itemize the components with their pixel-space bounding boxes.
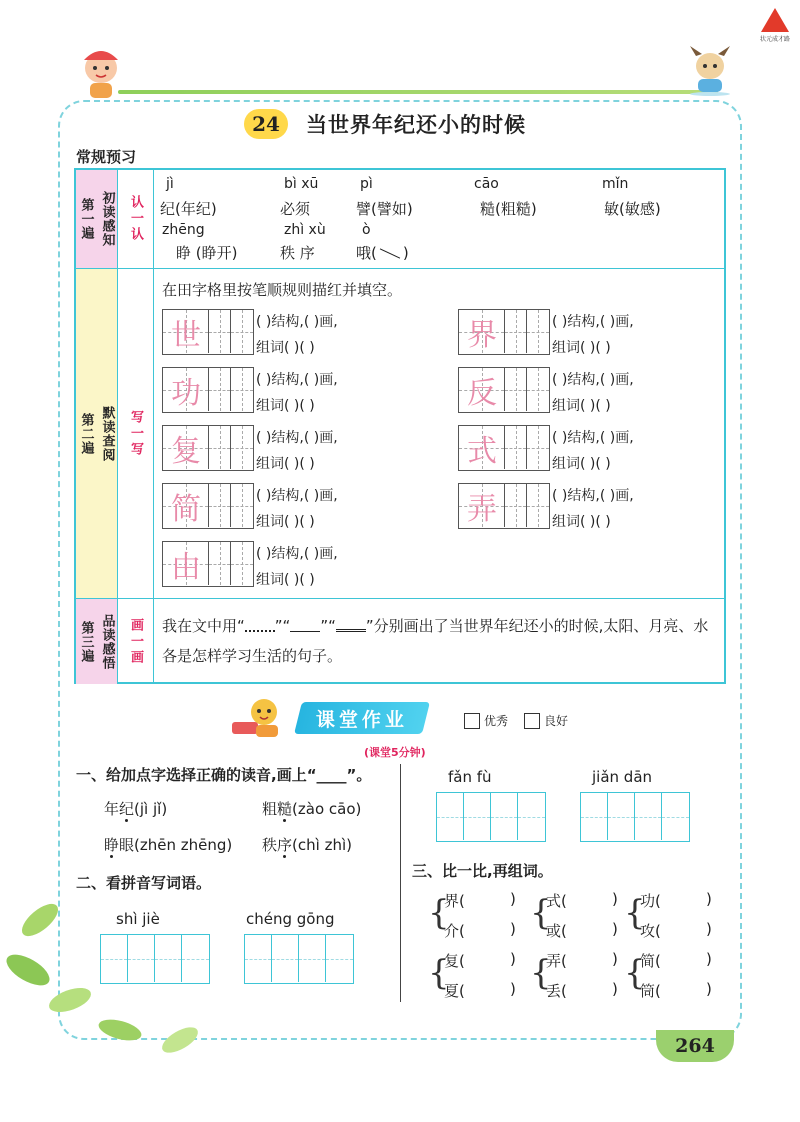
compare-blank-close[interactable]: ) <box>510 950 516 968</box>
tracing-grid[interactable] <box>458 309 550 355</box>
brace-icon: { <box>428 953 450 993</box>
grid-cell[interactable] <box>437 793 464 840</box>
compare-char: 简( <box>640 952 661 970</box>
compare-char: 攻( <box>640 922 661 940</box>
tracing-cell[interactable] <box>231 484 253 527</box>
row2-instruction: 在田字格里按笔顺规则描红并填空。 <box>162 281 403 299</box>
word-blank[interactable]: 组词( )( ) <box>256 456 315 472</box>
compare-blank-close[interactable]: ) <box>612 920 618 938</box>
answer-grid-chenggong[interactable] <box>244 934 354 984</box>
row3-action: 画一画 <box>128 617 143 666</box>
tracing-cell[interactable] <box>209 368 231 411</box>
row2-label-sub: 默读查阅 <box>99 405 115 462</box>
q2-pinyin-chenggong: chéng gōng <box>246 910 335 928</box>
grid-cell[interactable] <box>491 793 518 840</box>
compare-blank-close[interactable]: ) <box>706 980 712 998</box>
brand-triangle-icon <box>761 8 789 32</box>
grade-excellent-checkbox[interactable] <box>464 713 480 729</box>
row2-action: 写一写 <box>128 409 143 458</box>
tracing-cell[interactable] <box>527 310 549 353</box>
tracing-cell[interactable] <box>505 426 527 469</box>
grid-cell[interactable] <box>518 793 545 840</box>
structure-stroke-blank[interactable]: ( )结构,( )画, <box>552 372 634 388</box>
answer-grid-fanfu[interactable] <box>436 792 546 842</box>
question-2-title: 二、看拼音写词语。 <box>76 874 212 892</box>
compare-blank-close[interactable]: ) <box>706 920 712 938</box>
compare-char: 界( <box>444 892 465 910</box>
tracing-cell[interactable] <box>527 368 549 411</box>
row1-label-main: 第一遍 <box>78 198 94 240</box>
row3-label-sub: 品读感悟 <box>99 613 115 670</box>
compare-blank-close[interactable]: ) <box>612 890 618 908</box>
word-o-after: ) <box>402 244 409 262</box>
q1-item-1 <box>104 798 167 819</box>
word-blank[interactable]: 组词( )( ) <box>552 340 611 356</box>
grid-cell[interactable] <box>464 793 491 840</box>
grid-cell[interactable] <box>662 793 689 840</box>
tracing-cell[interactable] <box>163 368 209 411</box>
mascot-left-icon <box>76 46 126 102</box>
row1-action-cell <box>118 170 154 268</box>
tracing-grid[interactable] <box>458 483 550 529</box>
pinyin-pi: pì <box>360 176 373 192</box>
q1-item-1-options: (jì jǐ) <box>134 800 168 818</box>
leaves-decoration-icon <box>0 880 240 1060</box>
q1-item-2-options: (zào cāo) <box>292 800 362 818</box>
pinyin-ji: jì <box>166 176 174 192</box>
grid-cell[interactable] <box>299 935 326 982</box>
structure-stroke-blank[interactable]: ( )结构,( )画, <box>256 488 338 504</box>
header-rule <box>118 90 718 94</box>
classwork-banner-text: 课堂作业 <box>315 708 408 731</box>
compare-blank-close[interactable]: ) <box>510 890 516 908</box>
q1-item-3-options: (zhēn zhēng) <box>134 836 233 854</box>
tracing-cell[interactable] <box>459 368 505 411</box>
row3-action-cell <box>118 599 154 684</box>
word-o-before: 哦( <box>356 244 377 262</box>
tracing-cell[interactable] <box>209 484 231 527</box>
preview-table <box>74 168 726 684</box>
q1-item-4 <box>262 834 352 855</box>
row2-content <box>154 269 724 598</box>
row1-content <box>154 170 724 268</box>
tracing-cell[interactable] <box>505 310 527 353</box>
brand-name: 状元成才路 <box>759 36 790 43</box>
compare-char: 复( <box>444 952 465 970</box>
tracing-char: 弄 <box>467 491 497 527</box>
row1-action: 认一认 <box>128 195 143 243</box>
row3-content <box>154 599 724 684</box>
tracing-char: 复 <box>171 433 201 469</box>
q2-pinyin-shijie: shì jiè <box>116 910 160 928</box>
word-blank[interactable]: 组词( )( ) <box>256 572 315 588</box>
word-o <box>356 242 409 263</box>
row1-label-sub: 初读感知 <box>99 191 115 247</box>
pinyin-bixu: bì xū <box>284 176 319 192</box>
pinyin-zhixu: zhì xù <box>284 222 326 238</box>
compare-char: 或( <box>546 922 567 940</box>
word-bixu: 必须 <box>280 200 311 218</box>
tracing-grid[interactable] <box>458 425 550 471</box>
tracing-char: 界 <box>467 317 497 353</box>
grid-cell[interactable] <box>245 935 272 982</box>
structure-stroke-blank[interactable]: ( )结构,( )画, <box>256 546 338 562</box>
tracing-cell[interactable] <box>231 542 253 585</box>
tracing-cell[interactable] <box>231 310 253 353</box>
grade-good[interactable] <box>524 712 568 729</box>
tracing-char: 式 <box>467 433 497 469</box>
tracing-cell[interactable] <box>163 310 209 353</box>
brand-logo <box>752 8 798 43</box>
structure-stroke-blank[interactable]: ( )结构,( )画, <box>552 430 634 446</box>
q1-item-1-char: 年 <box>104 800 120 818</box>
grade-excellent[interactable] <box>464 712 508 729</box>
tracing-char: 由 <box>171 549 201 585</box>
tracing-cell[interactable] <box>459 310 505 353</box>
tracing-cell[interactable] <box>505 368 527 411</box>
lesson-title: 当世界年纪还小的时候 <box>306 113 526 137</box>
compare-char: 筒( <box>640 982 661 1000</box>
word-blank[interactable]: 组词( )( ) <box>256 340 315 356</box>
section-title: 常规预习 <box>76 148 137 166</box>
pinyin-zheng: zhēng <box>162 222 205 238</box>
tracing-grid[interactable] <box>162 425 254 471</box>
tone-slash-icon <box>380 248 400 258</box>
compare-char: 夏( <box>444 982 465 1000</box>
mascot-right-icon <box>686 46 734 96</box>
brace-icon: { <box>530 893 552 933</box>
grade-good-checkbox[interactable] <box>524 713 540 729</box>
word-min: 敏(敏感) <box>604 200 661 218</box>
tracing-char: 反 <box>467 375 497 411</box>
tracing-cell[interactable] <box>505 484 527 527</box>
tracing-cell[interactable] <box>163 426 209 469</box>
tracing-grid[interactable] <box>162 309 254 355</box>
compare-blank-close[interactable]: ) <box>612 980 618 998</box>
lesson-header <box>244 106 526 142</box>
word-blank[interactable]: 组词( )( ) <box>552 456 611 472</box>
brace-icon: { <box>428 893 450 933</box>
tracing-cell[interactable] <box>163 542 209 585</box>
structure-stroke-blank[interactable]: ( )结构,( )画, <box>256 372 338 388</box>
straight-line-mark <box>290 622 320 632</box>
grid-cell[interactable] <box>272 935 299 982</box>
q1-item-4-char: 秩 <box>262 836 278 854</box>
tracing-cell[interactable] <box>527 484 549 527</box>
grid-cell[interactable] <box>635 793 662 840</box>
q1-item-3-dotted-char: 睁 <box>104 836 120 854</box>
compare-blank-close[interactable]: ) <box>510 980 516 998</box>
brace-icon: { <box>530 953 552 993</box>
brace-icon: { <box>624 953 646 993</box>
answer-grid-jiandan[interactable] <box>580 792 690 842</box>
tracing-cell[interactable] <box>231 426 253 469</box>
q1-item-3-char: 眼 <box>119 836 135 854</box>
compare-blank-close[interactable]: ) <box>706 890 712 908</box>
row3-label <box>76 599 118 684</box>
row-appreciative-reading <box>76 598 724 684</box>
compare-blank-close[interactable]: ) <box>510 920 516 938</box>
tracing-char: 简 <box>171 491 201 527</box>
compare-char: 式( <box>546 892 567 910</box>
structure-stroke-blank[interactable]: ( )结构,( )画, <box>552 488 634 504</box>
tracing-cell[interactable] <box>527 426 549 469</box>
row2-label-main: 第二遍 <box>78 412 94 455</box>
wavy-line-mark <box>245 622 275 632</box>
brace-icon: { <box>624 893 646 933</box>
row3-label-main: 第三遍 <box>78 620 94 663</box>
tracing-grid[interactable] <box>162 483 254 529</box>
q1-item-2-char: 粗 <box>262 800 278 818</box>
row3-text-b: ”“ <box>274 617 291 635</box>
structure-stroke-blank[interactable]: ( )结构,( )画, <box>256 430 338 446</box>
tracing-grid[interactable] <box>162 541 254 587</box>
grid-cell[interactable] <box>326 935 353 982</box>
classwork-banner <box>294 702 430 734</box>
word-zhixu: 秩 序 <box>280 244 315 262</box>
tracing-cell[interactable] <box>209 542 231 585</box>
tracing-grid[interactable] <box>458 367 550 413</box>
mascot-classwork-icon <box>226 694 290 740</box>
q1-item-2-dotted-char: 糙 <box>277 800 293 818</box>
pinyin-o: ò <box>362 222 371 238</box>
tracing-cell[interactable] <box>163 484 209 527</box>
question-3-title: 三、比一比,再组词。 <box>412 862 553 880</box>
grade-good-label: 良好 <box>544 714 569 728</box>
word-blank[interactable]: 组词( )( ) <box>552 514 611 530</box>
question-1-title: 一、给加点字选择正确的读音,画上“____”。 <box>76 766 372 784</box>
compare-char: 弄( <box>546 952 567 970</box>
time-note: (课堂5分钟) <box>364 746 426 759</box>
q1-item-4-dotted-char: 序 <box>277 836 293 854</box>
pinyin-min: mǐn <box>602 176 629 192</box>
q1-item-2 <box>262 798 361 819</box>
word-pi: 譬(譬如) <box>356 200 413 218</box>
tracing-char: 功 <box>171 375 201 411</box>
compare-char: 丢( <box>546 982 567 1000</box>
tracing-cell[interactable] <box>231 368 253 411</box>
tracing-cell[interactable] <box>459 426 505 469</box>
word-blank[interactable]: 组词( )( ) <box>552 398 611 414</box>
tracing-cell[interactable] <box>209 426 231 469</box>
grade-excellent-label: 优秀 <box>484 714 509 728</box>
compare-blank-close[interactable]: ) <box>612 950 618 968</box>
q2-pinyin-jiandan: jiǎn dān <box>592 768 653 786</box>
row-first-reading <box>76 170 724 268</box>
compare-blank-close[interactable]: ) <box>706 950 712 968</box>
tracing-cell[interactable] <box>459 484 505 527</box>
tracing-grid[interactable] <box>162 367 254 413</box>
q1-item-1-dotted-char: 纪 <box>119 800 135 818</box>
q1-item-3 <box>104 834 232 855</box>
grid-cell[interactable] <box>608 793 635 840</box>
word-zheng: 睁 (睁开) <box>176 244 238 262</box>
page-number: 264 <box>656 1030 734 1062</box>
tracing-cell[interactable] <box>209 310 231 353</box>
double-line-mark <box>336 622 366 632</box>
column-divider <box>400 764 401 1002</box>
pinyin-cao: cāo <box>474 176 499 192</box>
row1-label <box>76 170 118 268</box>
row2-label <box>76 269 118 598</box>
row2-action-cell <box>118 269 154 598</box>
row3-text <box>162 611 714 671</box>
row3-text-d: ”分别画出了当世界年纪还小的时候,太阳、月亮、水各是怎样学习生活的句子。 <box>162 617 709 665</box>
q2-pinyin-fanfu: fǎn fù <box>448 768 492 786</box>
compare-char: 介( <box>444 922 465 940</box>
grid-cell[interactable] <box>581 793 608 840</box>
word-ji: 纪(年纪) <box>160 200 217 218</box>
q1-item-4-options: (chì zhì) <box>292 836 352 854</box>
word-blank[interactable]: 组词( )( ) <box>256 514 315 530</box>
word-blank[interactable]: 组词( )( ) <box>256 398 315 414</box>
row-silent-reading <box>76 268 724 598</box>
lesson-number: 24 <box>244 109 288 139</box>
tracing-char: 世 <box>171 317 201 353</box>
row3-text-a: 我在文中用“ <box>162 617 245 635</box>
structure-stroke-blank[interactable]: ( )结构,( )画, <box>256 314 338 330</box>
compare-char: 功( <box>640 892 661 910</box>
word-cao: 糙(粗糙) <box>480 200 537 218</box>
row3-text-c: ”“ <box>320 617 336 635</box>
structure-stroke-blank[interactable]: ( )结构,( )画, <box>552 314 634 330</box>
